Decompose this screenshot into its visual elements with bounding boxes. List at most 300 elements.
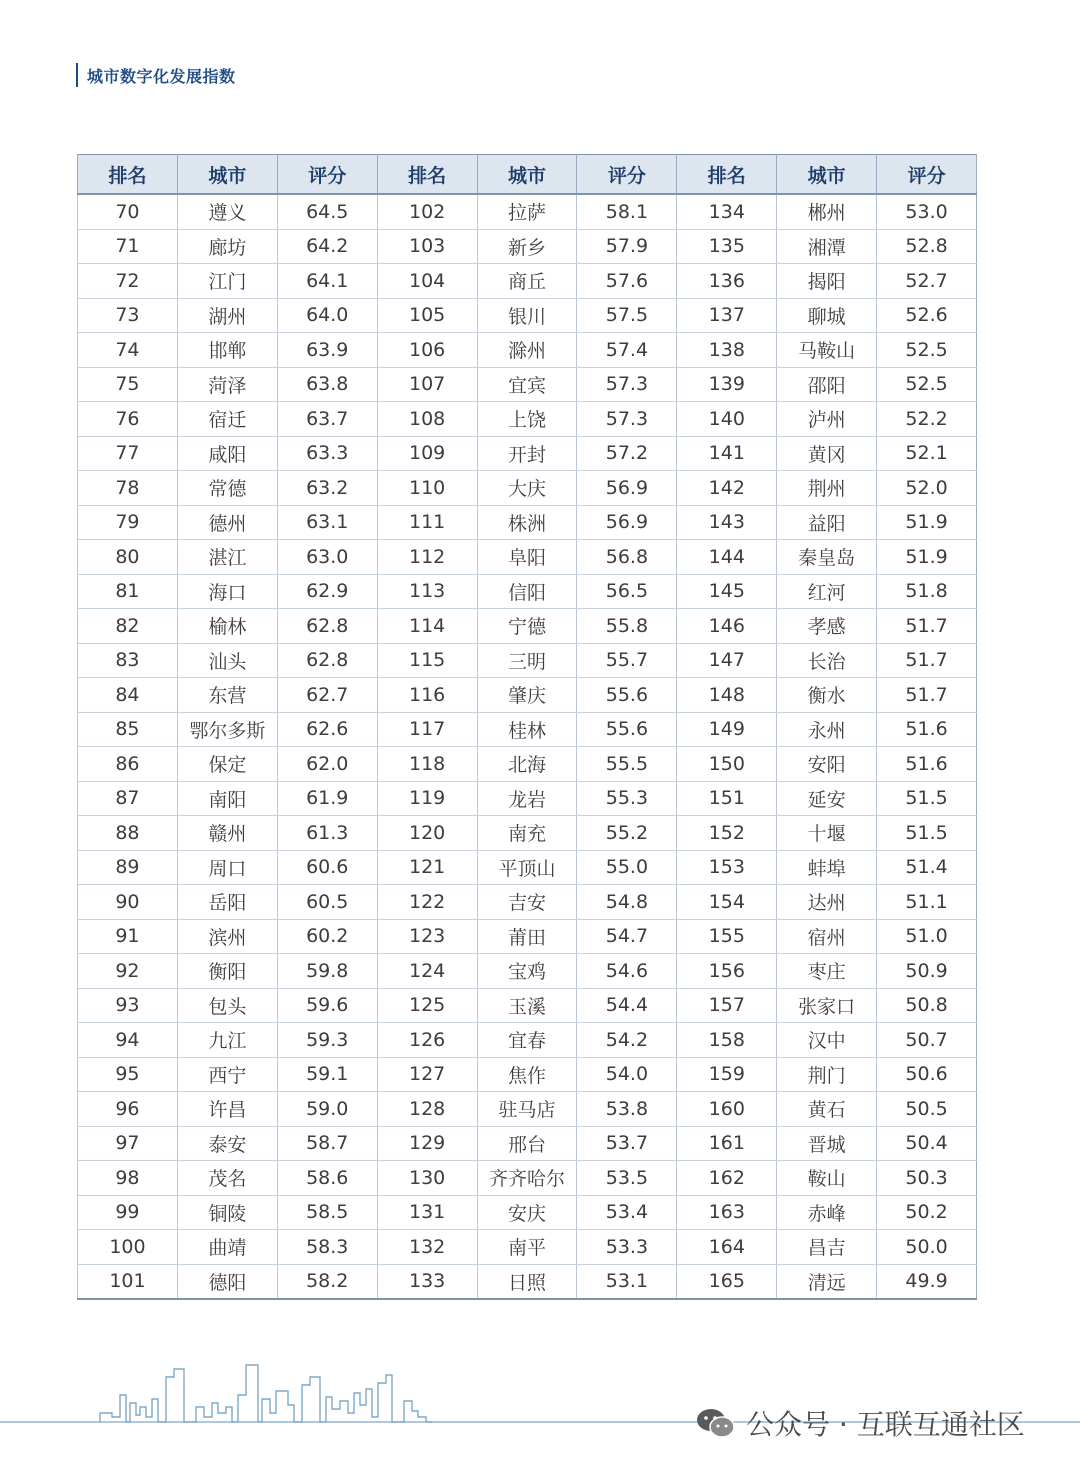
city-cell: 安阳 (777, 747, 877, 782)
rank-cell: 78 (78, 471, 178, 506)
rank-cell: 73 (78, 298, 178, 333)
table-row (78, 816, 977, 851)
rank-cell: 82 (78, 609, 178, 644)
city-cell: 郴州 (777, 194, 877, 229)
score-cell: 52.8 (877, 229, 977, 264)
rank-cell: 103 (377, 229, 477, 264)
score-cell: 60.6 (277, 850, 377, 885)
rank-cell: 154 (677, 885, 777, 920)
table-row (78, 850, 977, 885)
city-cell: 齐齐哈尔 (477, 1161, 577, 1196)
rank-cell: 151 (677, 781, 777, 816)
rank-cell: 102 (377, 194, 477, 229)
city-cell: 菏泽 (177, 367, 277, 402)
header-accent-bar (76, 63, 78, 87)
table-row (78, 1126, 977, 1161)
score-cell: 53.0 (877, 194, 977, 229)
score-cell: 51.1 (877, 885, 977, 920)
ranking-table (77, 154, 977, 1300)
rank-cell: 164 (677, 1230, 777, 1265)
city-cell: 邢台 (477, 1126, 577, 1161)
city-cell: 宿迁 (177, 402, 277, 437)
score-cell: 64.2 (277, 229, 377, 264)
rank-cell: 155 (677, 919, 777, 954)
score-cell: 51.0 (877, 919, 977, 954)
rank-cell: 107 (377, 367, 477, 402)
score-cell: 52.0 (877, 471, 977, 506)
column-header: 城市 (177, 155, 277, 195)
city-cell: 赤峰 (777, 1195, 877, 1230)
table-row (78, 505, 977, 540)
score-cell: 53.5 (577, 1161, 677, 1196)
city-cell: 铜陵 (177, 1195, 277, 1230)
city-cell: 鄂尔多斯 (177, 712, 277, 747)
city-cell: 上饶 (477, 402, 577, 437)
page-header (76, 62, 236, 88)
score-cell: 62.8 (277, 609, 377, 644)
score-cell: 51.5 (877, 781, 977, 816)
city-cell: 红河 (777, 574, 877, 609)
score-cell: 56.9 (577, 471, 677, 506)
score-cell: 64.1 (277, 264, 377, 299)
city-cell: 昌吉 (777, 1230, 877, 1265)
table-row (78, 194, 977, 229)
score-cell: 50.0 (877, 1230, 977, 1265)
rank-cell: 71 (78, 229, 178, 264)
city-cell: 曲靖 (177, 1230, 277, 1265)
city-cell: 衡水 (777, 678, 877, 713)
rank-cell: 101 (78, 1264, 178, 1299)
rank-cell: 109 (377, 436, 477, 471)
rank-cell: 106 (377, 333, 477, 368)
wechat-icon (696, 1407, 736, 1439)
city-cell: 长治 (777, 643, 877, 678)
rank-cell: 136 (677, 264, 777, 299)
rank-cell: 165 (677, 1264, 777, 1299)
table-row (78, 643, 977, 678)
table-row (78, 367, 977, 402)
rank-cell: 134 (677, 194, 777, 229)
rank-cell: 87 (78, 781, 178, 816)
city-cell: 西宁 (177, 1057, 277, 1092)
score-cell: 51.5 (877, 816, 977, 851)
city-cell: 常德 (177, 471, 277, 506)
rank-cell: 126 (377, 1023, 477, 1058)
rank-cell: 158 (677, 1023, 777, 1058)
score-cell: 50.2 (877, 1195, 977, 1230)
table-row (78, 1230, 977, 1265)
rank-cell: 141 (677, 436, 777, 471)
score-cell: 52.1 (877, 436, 977, 471)
city-cell: 泸州 (777, 402, 877, 437)
table-row (78, 333, 977, 368)
score-cell: 55.6 (577, 678, 677, 713)
city-cell: 湖州 (177, 298, 277, 333)
city-cell: 廊坊 (177, 229, 277, 264)
rank-cell: 161 (677, 1126, 777, 1161)
column-header: 城市 (477, 155, 577, 195)
score-cell: 57.3 (577, 367, 677, 402)
rank-cell: 80 (78, 540, 178, 575)
city-cell: 秦皇岛 (777, 540, 877, 575)
rank-cell: 74 (78, 333, 178, 368)
score-cell: 57.9 (577, 229, 677, 264)
rank-cell: 72 (78, 264, 178, 299)
table-header-row (78, 155, 977, 195)
rank-cell: 111 (377, 505, 477, 540)
score-cell: 53.8 (577, 1092, 677, 1127)
score-cell: 50.9 (877, 954, 977, 989)
rank-cell: 118 (377, 747, 477, 782)
city-cell: 德州 (177, 505, 277, 540)
table-row (78, 1195, 977, 1230)
city-cell: 聊城 (777, 298, 877, 333)
score-cell: 50.7 (877, 1023, 977, 1058)
score-cell: 59.0 (277, 1092, 377, 1127)
rank-cell: 70 (78, 194, 178, 229)
score-cell: 57.2 (577, 436, 677, 471)
rank-cell: 147 (677, 643, 777, 678)
score-cell: 63.2 (277, 471, 377, 506)
table-row (78, 781, 977, 816)
city-cell: 十堰 (777, 816, 877, 851)
rank-cell: 86 (78, 747, 178, 782)
score-cell: 51.6 (877, 712, 977, 747)
rank-cell: 108 (377, 402, 477, 437)
city-cell: 保定 (177, 747, 277, 782)
city-cell: 黄冈 (777, 436, 877, 471)
score-cell: 50.4 (877, 1126, 977, 1161)
score-cell: 55.3 (577, 781, 677, 816)
score-cell: 57.4 (577, 333, 677, 368)
table-row (78, 402, 977, 437)
rank-cell: 156 (677, 954, 777, 989)
rank-cell: 114 (377, 609, 477, 644)
rank-cell: 135 (677, 229, 777, 264)
score-cell: 52.5 (877, 333, 977, 368)
rank-cell: 142 (677, 471, 777, 506)
table-row (78, 885, 977, 920)
city-cell: 安庆 (477, 1195, 577, 1230)
city-cell: 大庆 (477, 471, 577, 506)
rank-cell: 130 (377, 1161, 477, 1196)
city-cell: 驻马店 (477, 1092, 577, 1127)
score-cell: 62.9 (277, 574, 377, 609)
score-cell: 58.2 (277, 1264, 377, 1299)
city-cell: 泰安 (177, 1126, 277, 1161)
rank-cell: 113 (377, 574, 477, 609)
rank-cell: 83 (78, 643, 178, 678)
rank-cell: 89 (78, 850, 178, 885)
city-cell: 榆林 (177, 609, 277, 644)
rank-cell: 124 (377, 954, 477, 989)
score-cell: 55.8 (577, 609, 677, 644)
rank-cell: 159 (677, 1057, 777, 1092)
table-row (78, 712, 977, 747)
rank-cell: 137 (677, 298, 777, 333)
rank-cell: 123 (377, 919, 477, 954)
city-cell: 江门 (177, 264, 277, 299)
rank-cell: 150 (677, 747, 777, 782)
score-cell: 63.9 (277, 333, 377, 368)
score-cell: 63.3 (277, 436, 377, 471)
rank-cell: 96 (78, 1092, 178, 1127)
score-cell: 59.1 (277, 1057, 377, 1092)
city-cell: 茂名 (177, 1161, 277, 1196)
score-cell: 55.5 (577, 747, 677, 782)
column-header: 排名 (377, 155, 477, 195)
city-cell: 南阳 (177, 781, 277, 816)
city-cell: 马鞍山 (777, 333, 877, 368)
score-cell: 54.4 (577, 988, 677, 1023)
city-cell: 晋城 (777, 1126, 877, 1161)
score-cell: 52.6 (877, 298, 977, 333)
score-cell: 62.6 (277, 712, 377, 747)
rank-cell: 128 (377, 1092, 477, 1127)
score-cell: 63.1 (277, 505, 377, 540)
table-row (78, 1057, 977, 1092)
rank-cell: 117 (377, 712, 477, 747)
score-cell: 53.4 (577, 1195, 677, 1230)
rank-cell: 110 (377, 471, 477, 506)
score-cell: 60.5 (277, 885, 377, 920)
city-cell: 黄石 (777, 1092, 877, 1127)
city-cell: 赣州 (177, 816, 277, 851)
city-cell: 宜春 (477, 1023, 577, 1058)
rank-cell: 76 (78, 402, 178, 437)
city-cell: 汉中 (777, 1023, 877, 1058)
city-cell: 南平 (477, 1230, 577, 1265)
city-cell: 邵阳 (777, 367, 877, 402)
rank-cell: 104 (377, 264, 477, 299)
table-body (78, 194, 977, 1299)
score-cell: 58.6 (277, 1161, 377, 1196)
city-cell: 平顶山 (477, 850, 577, 885)
rank-cell: 97 (78, 1126, 178, 1161)
score-cell: 51.6 (877, 747, 977, 782)
rank-cell: 139 (677, 367, 777, 402)
score-cell: 58.3 (277, 1230, 377, 1265)
city-cell: 周口 (177, 850, 277, 885)
score-cell: 64.0 (277, 298, 377, 333)
rank-cell: 105 (377, 298, 477, 333)
rank-cell: 138 (677, 333, 777, 368)
score-cell: 51.4 (877, 850, 977, 885)
score-cell: 53.7 (577, 1126, 677, 1161)
city-cell: 玉溪 (477, 988, 577, 1023)
rank-cell: 116 (377, 678, 477, 713)
city-cell: 莆田 (477, 919, 577, 954)
city-cell: 揭阳 (777, 264, 877, 299)
city-cell: 宁德 (477, 609, 577, 644)
column-header: 排名 (78, 155, 178, 195)
table-row (78, 229, 977, 264)
city-cell: 鞍山 (777, 1161, 877, 1196)
table-row (78, 678, 977, 713)
city-cell: 清远 (777, 1264, 877, 1299)
rank-cell: 144 (677, 540, 777, 575)
score-cell: 63.8 (277, 367, 377, 402)
score-cell: 50.3 (877, 1161, 977, 1196)
city-cell: 永州 (777, 712, 877, 747)
city-cell: 荆门 (777, 1057, 877, 1092)
rank-cell: 120 (377, 816, 477, 851)
table-row (78, 954, 977, 989)
rank-cell: 153 (677, 850, 777, 885)
score-cell: 51.7 (877, 678, 977, 713)
city-cell: 信阳 (477, 574, 577, 609)
city-cell: 焦作 (477, 1057, 577, 1092)
score-cell: 62.8 (277, 643, 377, 678)
rank-cell: 140 (677, 402, 777, 437)
score-cell: 63.7 (277, 402, 377, 437)
city-cell: 岳阳 (177, 885, 277, 920)
rank-cell: 77 (78, 436, 178, 471)
score-cell: 54.0 (577, 1057, 677, 1092)
table-row (78, 1264, 977, 1299)
table-row (78, 1092, 977, 1127)
city-cell: 德阳 (177, 1264, 277, 1299)
city-cell: 阜阳 (477, 540, 577, 575)
city-cell: 东营 (177, 678, 277, 713)
table-row (78, 436, 977, 471)
score-cell: 56.8 (577, 540, 677, 575)
city-cell: 蚌埠 (777, 850, 877, 885)
city-cell: 衡阳 (177, 954, 277, 989)
rank-cell: 91 (78, 919, 178, 954)
city-cell: 肇庆 (477, 678, 577, 713)
city-cell: 开封 (477, 436, 577, 471)
rank-cell: 146 (677, 609, 777, 644)
table-row (78, 471, 977, 506)
column-header: 城市 (777, 155, 877, 195)
score-cell: 61.9 (277, 781, 377, 816)
rank-cell: 121 (377, 850, 477, 885)
rank-cell: 127 (377, 1057, 477, 1092)
rank-cell: 90 (78, 885, 178, 920)
city-cell: 咸阳 (177, 436, 277, 471)
rank-cell: 125 (377, 988, 477, 1023)
city-cell: 许昌 (177, 1092, 277, 1127)
score-cell: 51.9 (877, 540, 977, 575)
table-row (78, 298, 977, 333)
table-row (78, 609, 977, 644)
city-cell: 宿州 (777, 919, 877, 954)
city-cell: 九江 (177, 1023, 277, 1058)
score-cell: 50.5 (877, 1092, 977, 1127)
score-cell: 54.7 (577, 919, 677, 954)
table-row (78, 1023, 977, 1058)
score-cell: 61.3 (277, 816, 377, 851)
city-cell: 龙岩 (477, 781, 577, 816)
rank-cell: 93 (78, 988, 178, 1023)
column-header: 评分 (577, 155, 677, 195)
rank-cell: 157 (677, 988, 777, 1023)
table-row (78, 988, 977, 1023)
rank-cell: 92 (78, 954, 178, 989)
city-cell: 益阳 (777, 505, 877, 540)
score-cell: 50.6 (877, 1057, 977, 1092)
watermark (696, 1403, 1025, 1443)
score-cell: 54.6 (577, 954, 677, 989)
city-cell: 吉安 (477, 885, 577, 920)
city-cell: 三明 (477, 643, 577, 678)
city-cell: 遵义 (177, 194, 277, 229)
score-cell: 55.6 (577, 712, 677, 747)
score-cell: 51.7 (877, 609, 977, 644)
score-cell: 54.8 (577, 885, 677, 920)
column-header: 排名 (677, 155, 777, 195)
score-cell: 51.8 (877, 574, 977, 609)
rank-cell: 81 (78, 574, 178, 609)
score-cell: 54.2 (577, 1023, 677, 1058)
score-cell: 55.0 (577, 850, 677, 885)
rank-cell: 160 (677, 1092, 777, 1127)
rank-cell: 99 (78, 1195, 178, 1230)
header-title: 城市数字化发展指数 (87, 66, 236, 86)
score-cell: 53.3 (577, 1230, 677, 1265)
city-cell: 日照 (477, 1264, 577, 1299)
rank-cell: 143 (677, 505, 777, 540)
score-cell: 58.1 (577, 194, 677, 229)
rank-cell: 100 (78, 1230, 178, 1265)
city-cell: 新乡 (477, 229, 577, 264)
rank-cell: 85 (78, 712, 178, 747)
city-cell: 宝鸡 (477, 954, 577, 989)
score-cell: 58.7 (277, 1126, 377, 1161)
score-cell: 59.6 (277, 988, 377, 1023)
rank-cell: 162 (677, 1161, 777, 1196)
score-cell: 55.2 (577, 816, 677, 851)
city-cell: 湘潭 (777, 229, 877, 264)
score-cell: 51.7 (877, 643, 977, 678)
score-cell: 55.7 (577, 643, 677, 678)
score-cell: 62.7 (277, 678, 377, 713)
rank-cell: 131 (377, 1195, 477, 1230)
rank-cell: 94 (78, 1023, 178, 1058)
rank-cell: 129 (377, 1126, 477, 1161)
score-cell: 50.8 (877, 988, 977, 1023)
score-cell: 59.3 (277, 1023, 377, 1058)
rank-cell: 149 (677, 712, 777, 747)
score-cell: 52.2 (877, 402, 977, 437)
watermark-text: 公众号 · 互联互通社区 (746, 1408, 1025, 1441)
score-cell: 56.5 (577, 574, 677, 609)
table-row (78, 747, 977, 782)
column-header: 评分 (277, 155, 377, 195)
score-cell: 53.1 (577, 1264, 677, 1299)
city-cell: 荆州 (777, 471, 877, 506)
city-cell: 北海 (477, 747, 577, 782)
city-cell: 银川 (477, 298, 577, 333)
city-cell: 张家口 (777, 988, 877, 1023)
rank-cell: 88 (78, 816, 178, 851)
rank-cell: 112 (377, 540, 477, 575)
city-cell: 延安 (777, 781, 877, 816)
score-cell: 62.0 (277, 747, 377, 782)
score-cell: 63.0 (277, 540, 377, 575)
rank-cell: 84 (78, 678, 178, 713)
table-row (78, 919, 977, 954)
score-cell: 58.5 (277, 1195, 377, 1230)
city-cell: 汕头 (177, 643, 277, 678)
city-cell: 宜宾 (477, 367, 577, 402)
score-cell: 59.8 (277, 954, 377, 989)
city-cell: 滁州 (477, 333, 577, 368)
score-cell: 51.9 (877, 505, 977, 540)
score-cell: 57.5 (577, 298, 677, 333)
table-row (78, 264, 977, 299)
